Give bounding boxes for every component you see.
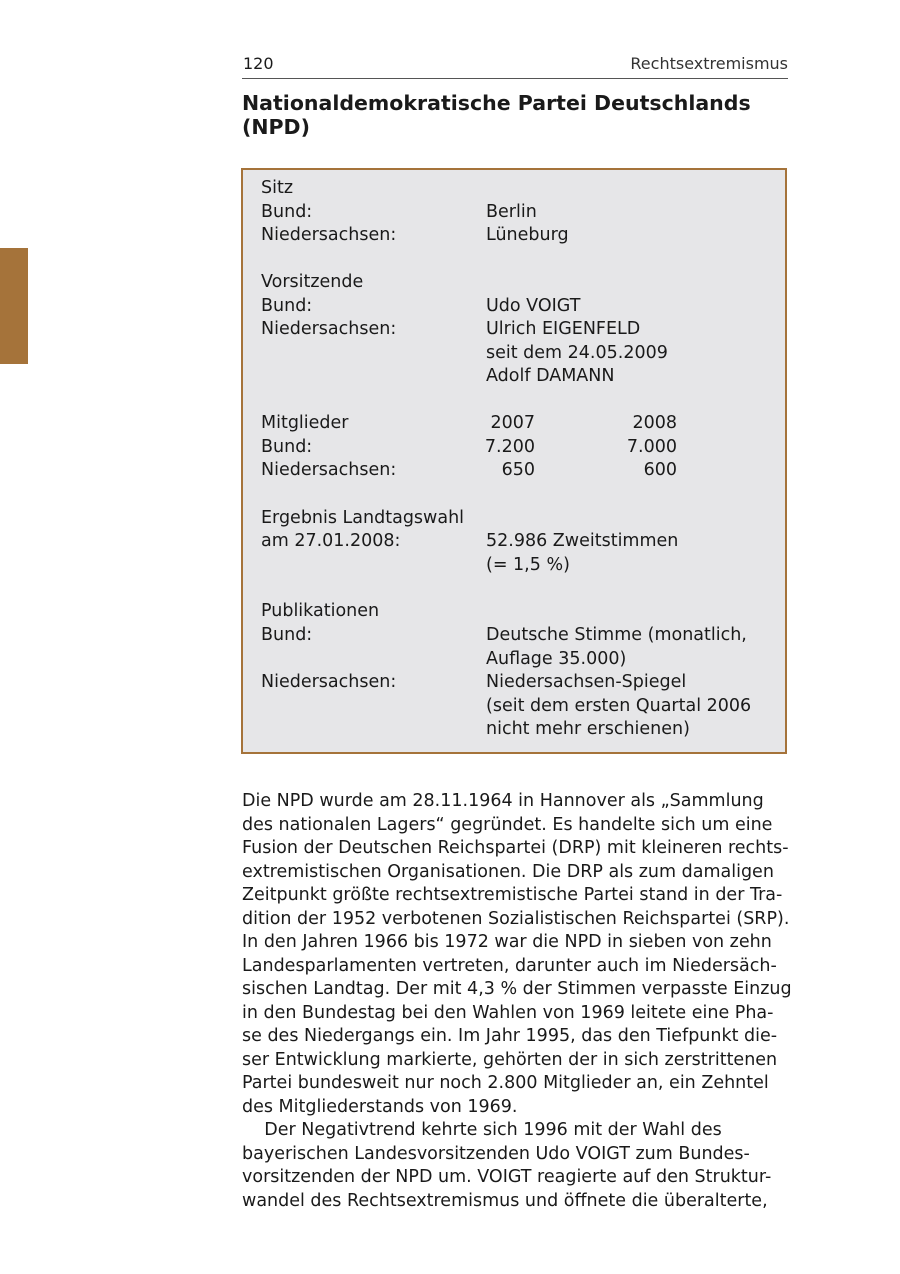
page-title-line-1: Nationaldemokratische Partei Deutschlands [242, 91, 751, 115]
publikationen-heading: Publikationen [261, 601, 380, 621]
wahl-heading: Ergebnis Landtagswahl [261, 508, 465, 528]
sitz-bund-value: Berlin [486, 202, 537, 222]
wahl-value-2: (= 1,5 %) [486, 555, 570, 575]
body-text [242, 790, 790, 1213]
mitglieder-year-2007: 2007 [490, 413, 535, 433]
publikationen-bund-label: Bund: [261, 625, 313, 645]
running-section-title: Rechtsextremismus [630, 54, 788, 73]
vorsitzende-nds-label: Niedersachsen: [261, 319, 397, 339]
vorsitzende-bund-label: Bund: [261, 296, 313, 316]
publikationen-nds-label: Niedersachsen: [261, 672, 397, 692]
vorsitzende-heading: Vorsitzende [261, 272, 364, 292]
sitz-nds-label: Niedersachsen: [261, 225, 397, 245]
mitglieder-nds-label: Niedersachsen: [261, 460, 397, 480]
body-line: wandel des Rechtsextremismus und öffnete die überalterte, [242, 1190, 768, 1211]
sitz-heading: Sitz [261, 178, 294, 198]
sitz-bund-label: Bund: [261, 202, 313, 222]
wahl-date-label: am 27.01.2008: [261, 531, 401, 551]
body-line: sischen Landtag. Der mit 4,3 % der Stimmen verpasste Einzug [242, 979, 792, 999]
sitz-nds-value: Lüneburg [486, 225, 569, 245]
mitglieder-year-2008: 2008 [632, 413, 677, 433]
body-line: ser Entwicklung markierte, gehörten der in sich zerstrittenen [242, 1049, 778, 1070]
mitglieder-bund-2007: 7.200 [484, 437, 535, 457]
body-line: des Mitgliederstands von 1969. [242, 1096, 518, 1117]
vorsitzende-nds-value-2: seit dem 24.05.2009 [486, 343, 668, 363]
body-line: se des Niedergangs ein. Im Jahr 1995, das den Tiefpunkt die- [242, 1026, 778, 1046]
body-line: In den Jahren 1966 bis 1972 war die NPD in sieben von zehn [242, 932, 772, 952]
page-header [242, 52, 788, 79]
body-line: vorsitzenden der NPD um. VOIGT reagierte auf den Struktur- [242, 1167, 772, 1187]
page-number: 120 [243, 54, 274, 73]
vorsitzende-nds-value-3: Adolf DAMANN [486, 366, 615, 386]
body-line: extremistischen Organisationen. Die DRP als zum damaligen [242, 861, 774, 882]
publikationen-bund-value-1: Deutsche Stimme (monatlich, [486, 625, 747, 645]
page-title [242, 91, 782, 139]
vorsitzende-bund-value: Udo VOIGT [486, 296, 581, 316]
chapter-tab-marker [0, 248, 28, 364]
body-line: Der Negativtrend kehrte sich 1996 mit der Wahl des [242, 1120, 722, 1140]
body-line: dition der 1952 verbotenen Sozialistischen Reichspartei (SRP). [242, 908, 790, 929]
body-line: Fusion der Deutschen Reichspartei (DRP) mit kleineren rechts- [242, 838, 789, 858]
body-line: in den Bundestag bei den Wahlen von 1969 leitete eine Pha- [242, 1002, 774, 1023]
mitglieder-bund-2008: 7.000 [626, 437, 677, 457]
party-info-box [241, 168, 787, 754]
page-title-line-2: (NPD) [242, 115, 310, 139]
publikationen-nds-value-1: Niedersachsen-Spiegel [486, 672, 687, 692]
mitglieder-bund-label: Bund: [261, 437, 313, 457]
mitglieder-heading: Mitglieder [261, 413, 349, 433]
body-line: Die NPD wurde am 28.11.1964 in Hannover als „Sammlung [242, 791, 764, 811]
wahl-value-1: 52.986 Zweitstimmen [486, 531, 679, 551]
body-line: bayerischen Landesvorsitzenden Udo VOIGT zum Bundes- [242, 1143, 750, 1164]
body-line: des nationalen Lagers“ gegründet. Es handelte sich um eine [242, 814, 773, 835]
body-line: Zeitpunkt größte rechtsextremistische Partei stand in der Tra- [242, 885, 783, 905]
publikationen-nds-value-2: (seit dem ersten Quartal 2006 [486, 696, 752, 716]
body-line: Landesparlamenten vertreten, darunter auch im Niedersäch- [242, 955, 777, 976]
mitglieder-nds-2008: 600 [643, 460, 677, 480]
publikationen-nds-value-3: nicht mehr erschienen) [486, 719, 690, 739]
vorsitzende-nds-value-1: Ulrich EIGENFELD [486, 319, 641, 339]
body-line: Partei bundesweit nur noch 2.800 Mitglieder an, ein Zehntel [242, 1073, 769, 1093]
mitglieder-nds-2007: 650 [501, 460, 535, 480]
publikationen-bund-value-2: Auflage 35.000) [486, 649, 627, 669]
